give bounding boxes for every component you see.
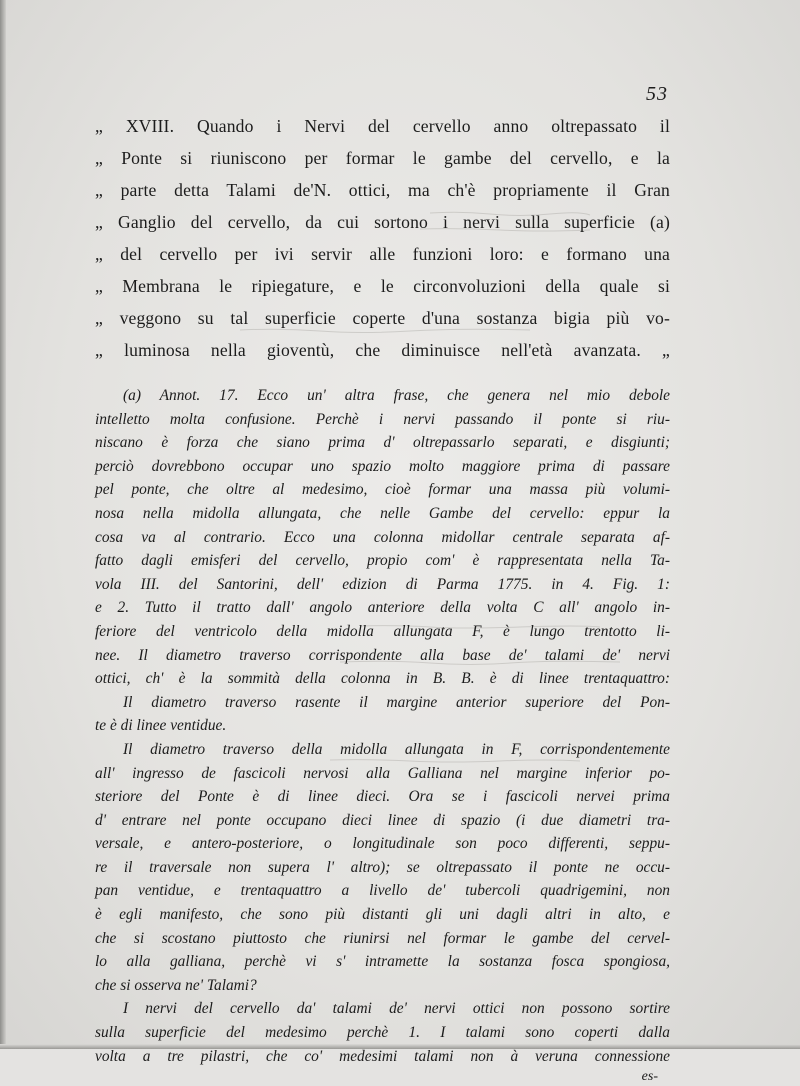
quote-line: „ parte detta Talami de'N. ottici, ma ch'è propriamente il Gran — [95, 180, 670, 200]
quoted-paragraph — [95, 110, 670, 366]
quote-line: „ Membrana le ripiegature, e le circonvoluzioni della quale si — [95, 276, 670, 296]
note-line: d' entrare nel ponte occupano dieci linee di spazio (i due diametri tra- — [95, 811, 670, 829]
note-line: feriore del ventricolo della midolla allungata F, è lungo trentotto li- — [95, 622, 670, 640]
note-line: sulla superficie del medesimo perchè 1. I talami sono coperti dalla — [95, 1024, 670, 1042]
note-line: I nervi del cervello da' talami de' nervi ottici non possono sortire — [123, 1000, 670, 1018]
note-line: nee. Il diametro traverso corrispondente alla base de' talami de' nervi — [95, 646, 670, 664]
page-text — [95, 82, 670, 1086]
note-line: nosa nella midolla allungata, che nelle Gambe del cervello: eppur la — [95, 504, 670, 522]
page-edge-shadow — [0, 0, 6, 1049]
note-line: fatto dagli emisferi del cervello, propio com' è rappresentata nella Ta- — [95, 552, 670, 570]
note-line: versale, e antero-posteriore, o longitudinale son poco differenti, seppu- — [95, 835, 670, 853]
quote-line: „ del cervello per ivi servir alle funzioni loro: e formano una — [95, 244, 670, 264]
page-number: 53 — [646, 83, 668, 105]
note-line: re il traversale non supera l' altro); se oltrepassato il ponte ne occu- — [95, 858, 670, 876]
quote-line: „ XVIII. Quando i Nervi del cervello anno oltrepassato il — [95, 116, 670, 136]
note-line: ottici, ch' è la sommità della colonna in B. B. è di linee trentaquattro: — [95, 670, 670, 688]
note-line: pan ventidue, e trentaquattro a livello de' tubercoli quadrigemini, non — [95, 882, 670, 900]
note-line: è egli manifesto, che sono più distanti gli uni dagli altri in alto, e — [95, 906, 670, 924]
note-line: steriore del Ponte è di linee dieci. Ora se i fascicoli nervei prima — [95, 788, 670, 806]
note-line: cosa va al contrario. Ecco una colonna midollar centrale separata af- — [95, 528, 670, 546]
note-line: che si scostano piuttosto che riunirsi nel formar le gambe del cervel- — [95, 929, 670, 947]
quote-line: „ veggono su tal superficie coperte d'una sostanza bigia più vo- — [95, 308, 670, 328]
note-line: vola III. del Santorini, dell' edizion di Parma 1775. in 4. Fig. 1: — [95, 575, 670, 593]
note-line: Il diametro traverso rasente il margine anterior superiore del Pon- — [123, 693, 670, 711]
catchword: es- — [641, 1069, 658, 1085]
note-line: volta a tre pilastri, che co' medesimi talami non à veruna connessione — [95, 1047, 670, 1065]
note-line: che si osserva ne' Talami? — [95, 976, 257, 994]
note-line: perciò dovrebbono occupar uno spazio molto maggiore prima di passare — [95, 457, 670, 475]
note-line: (a) Annot. 17. Ecco un' altra frase, che genera nel mio debole — [123, 387, 670, 404]
note-line: te è di linee ventidue. — [95, 717, 227, 735]
quote-line: „ Ganglio del cervello, da cui sortono i nervi sulla superficie (a) — [95, 212, 670, 232]
note-line: pel ponte, che oltre al medesimo, cioè formar una massa più volumi- — [95, 481, 670, 499]
note-line: all' ingresso de fascicoli nervosi alla Galliana nel margine inferior po- — [95, 764, 670, 782]
note-line: Il diametro traverso della midolla allungata in F, corrispondentemente — [123, 740, 670, 758]
quote-line: „ Ponte si riuniscono per formar le gambe del cervello, e la — [95, 148, 670, 168]
note-line: niscano è forza che siano prima d' oltrepassarlo separati, e disgiunti; — [95, 434, 670, 452]
footnote-annotation — [95, 384, 670, 1068]
note-line: e 2. Tutto il tratto dall' angolo anteriore della volta C all' angolo in- — [95, 599, 670, 617]
quote-line: „ luminosa nella gioventù, che diminuisce nell'età avanzata. „ — [95, 340, 670, 360]
note-line: intelletto molta confusione. Perchè i nervi passando il ponte si riu- — [95, 410, 670, 428]
note-line: lo alla galliana, perchè vi s' intramette la sostanza fosca spongiosa, — [95, 953, 670, 971]
